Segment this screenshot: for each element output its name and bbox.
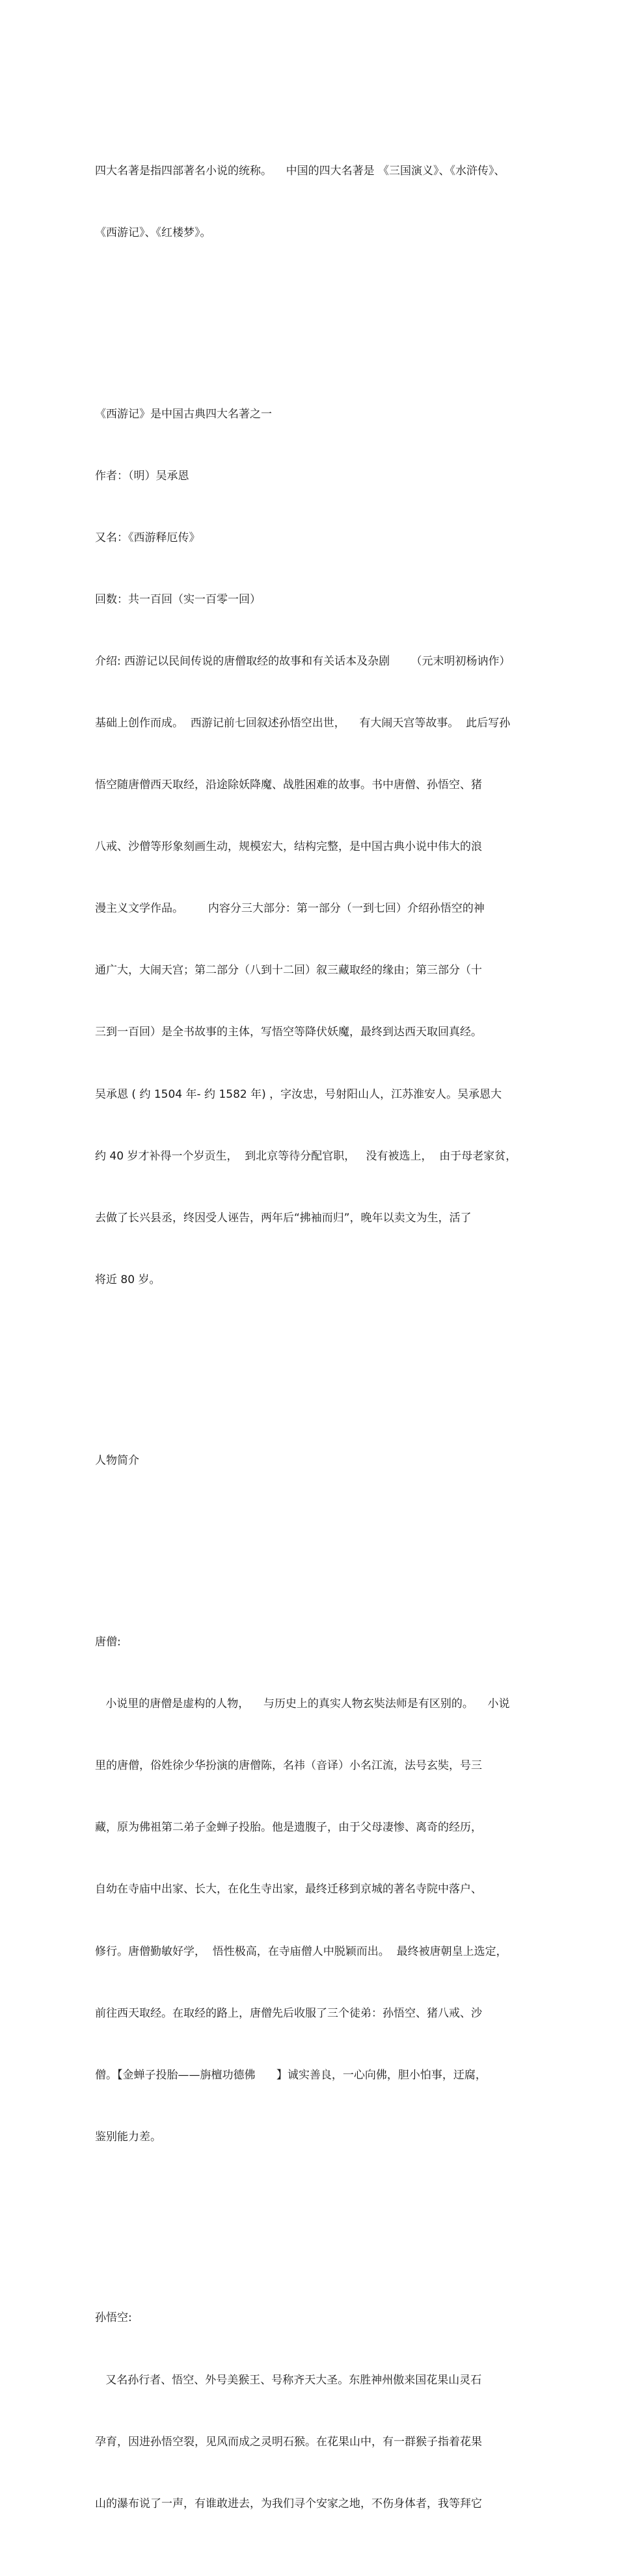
tangseng-line: 前往西天取经。在取经的路上，唐僧先后收服了三个徒弟：孙悟空、猪八戒、沙 [95, 2006, 482, 2020]
tangseng-line: 鉴别能力差。 [95, 2130, 161, 2144]
xiyouji-line: 《西游记》是中国古典四大名著之一 [95, 407, 272, 421]
tangseng-line: 小说里的唐僧是虚构的人物， 与历史上的真实人物玄奘法师是有区别的。 小说 [95, 1697, 510, 1711]
xiyouji-line: 悟空随唐僧西天取经，沿途除妖降魔、战胜困难的故事。书中唐僧、孙悟空、猪 [95, 778, 482, 792]
sunwukong-line: 山的瀑布说了一声，有谁敢进去，为我们寻个安家之地，不伤身体者，我等拜它 [95, 2497, 482, 2510]
sunwukong-line: 又名孙行者、悟空、外号美猴王、号称齐天大圣。东胜神州傲来国花果山灵石 [95, 2373, 482, 2387]
xiyouji-line: 约 40 岁才补得一个岁贡生， 到北京等待分配官职， 没有被选上， 由于母老家贫， [95, 1149, 517, 1163]
paragraph-gap [95, 306, 537, 322]
xiyouji-line: 回数：共一百回（实一百零一回） [95, 592, 261, 606]
intro-line: 《西游记》、《红楼梦》。 [95, 226, 211, 239]
xiyouji-line: 作者：（明）吴承恩 [95, 469, 189, 483]
tangseng-line: 僧。【金蝉子投胎——旃檀功德佛 】诚实善良，一心向佛，胆小怕事，迂腐， [95, 2068, 487, 2082]
paragraph-gap [95, 1353, 537, 1369]
tangseng-line: 修行。唐僧勤敏好学， 悟性极高，在寺庙僧人中脱颖而出。 最终被唐朝皇上选定， [95, 1945, 507, 1958]
tangseng-heading: 唐僧: [95, 1636, 121, 1649]
tangseng-line: 自幼在寺庙中出家、长大，在化生寺出家，最终迁移到京城的著名寺院中落户、 [95, 1883, 482, 1896]
xiyouji-line: 介绍: 西游记以民间传说的唐僧取经的故事和有关话本及杂剧 （元末明初杨讷作） [95, 654, 511, 668]
xiyouji-line: 吴承恩 ( 约 1504 年- 约 1582 年) ，字汝忠，号射阳山人，江苏淮安人。吴承恩大 [95, 1087, 502, 1101]
xiyouji-line: 漫主义文学作品。 内容分三大部分：第一部分（一到七回）介绍孙悟空的神 [95, 902, 485, 916]
xiyouji-line: 基础上创作而成。 西游记前七回叙述孙悟空出世， 有大闹天宫等故事。 此后写孙 [95, 716, 511, 730]
paragraph-gap [95, 2210, 537, 2226]
xiyouji-line: 又名：《西游释厄传》 [95, 531, 200, 544]
xiyouji-line: 去做了长兴县丞，终因受人诬告，两年后“拂袖而归”，晚年以卖文为生，活了 [95, 1211, 472, 1225]
sunwukong-line: 孕育，因进孙悟空裂，见风而成之灵明石猴。在花果山中，有一群猴子指着花果 [95, 2435, 482, 2449]
xiyouji-line: 三到一百回）是全书故事的主体，写悟空等降伏妖魔，最终到达西天取回真经。 [95, 1026, 482, 1039]
document-body [95, 79, 537, 2576]
intro-line: 四大名著是指四部著名小说的统称。 中国的四大名著是 《三国演义》、《水浒传》、 [95, 164, 505, 178]
characters-heading: 人物简介 [95, 1454, 139, 1468]
xiyouji-line: 八戒、沙僧等形象刻画生动，规模宏大，结构完整，是中国古典小说中伟大的浪 [95, 840, 482, 854]
tangseng-line: 藏，原为佛祖第二弟子金蝉子投胎。他是遗腹子，由于父母凄惨、离奇的经历， [95, 1821, 482, 1835]
tangseng-line: 里的唐僧，俗姓徐少华扮演的唐僧陈，名祎（音译）小名江流，法号玄奘，号三 [95, 1759, 482, 1773]
sunwukong-heading: 孙悟空: [95, 2311, 132, 2325]
xiyouji-line: 通广大，大闹天宫；第二部分（八到十二回）叙三藏取经的缘由；第三部分（十 [95, 964, 482, 977]
xiyouji-line: 将近 80 岁。 [95, 1273, 161, 1286]
paragraph-gap [95, 1534, 537, 1550]
